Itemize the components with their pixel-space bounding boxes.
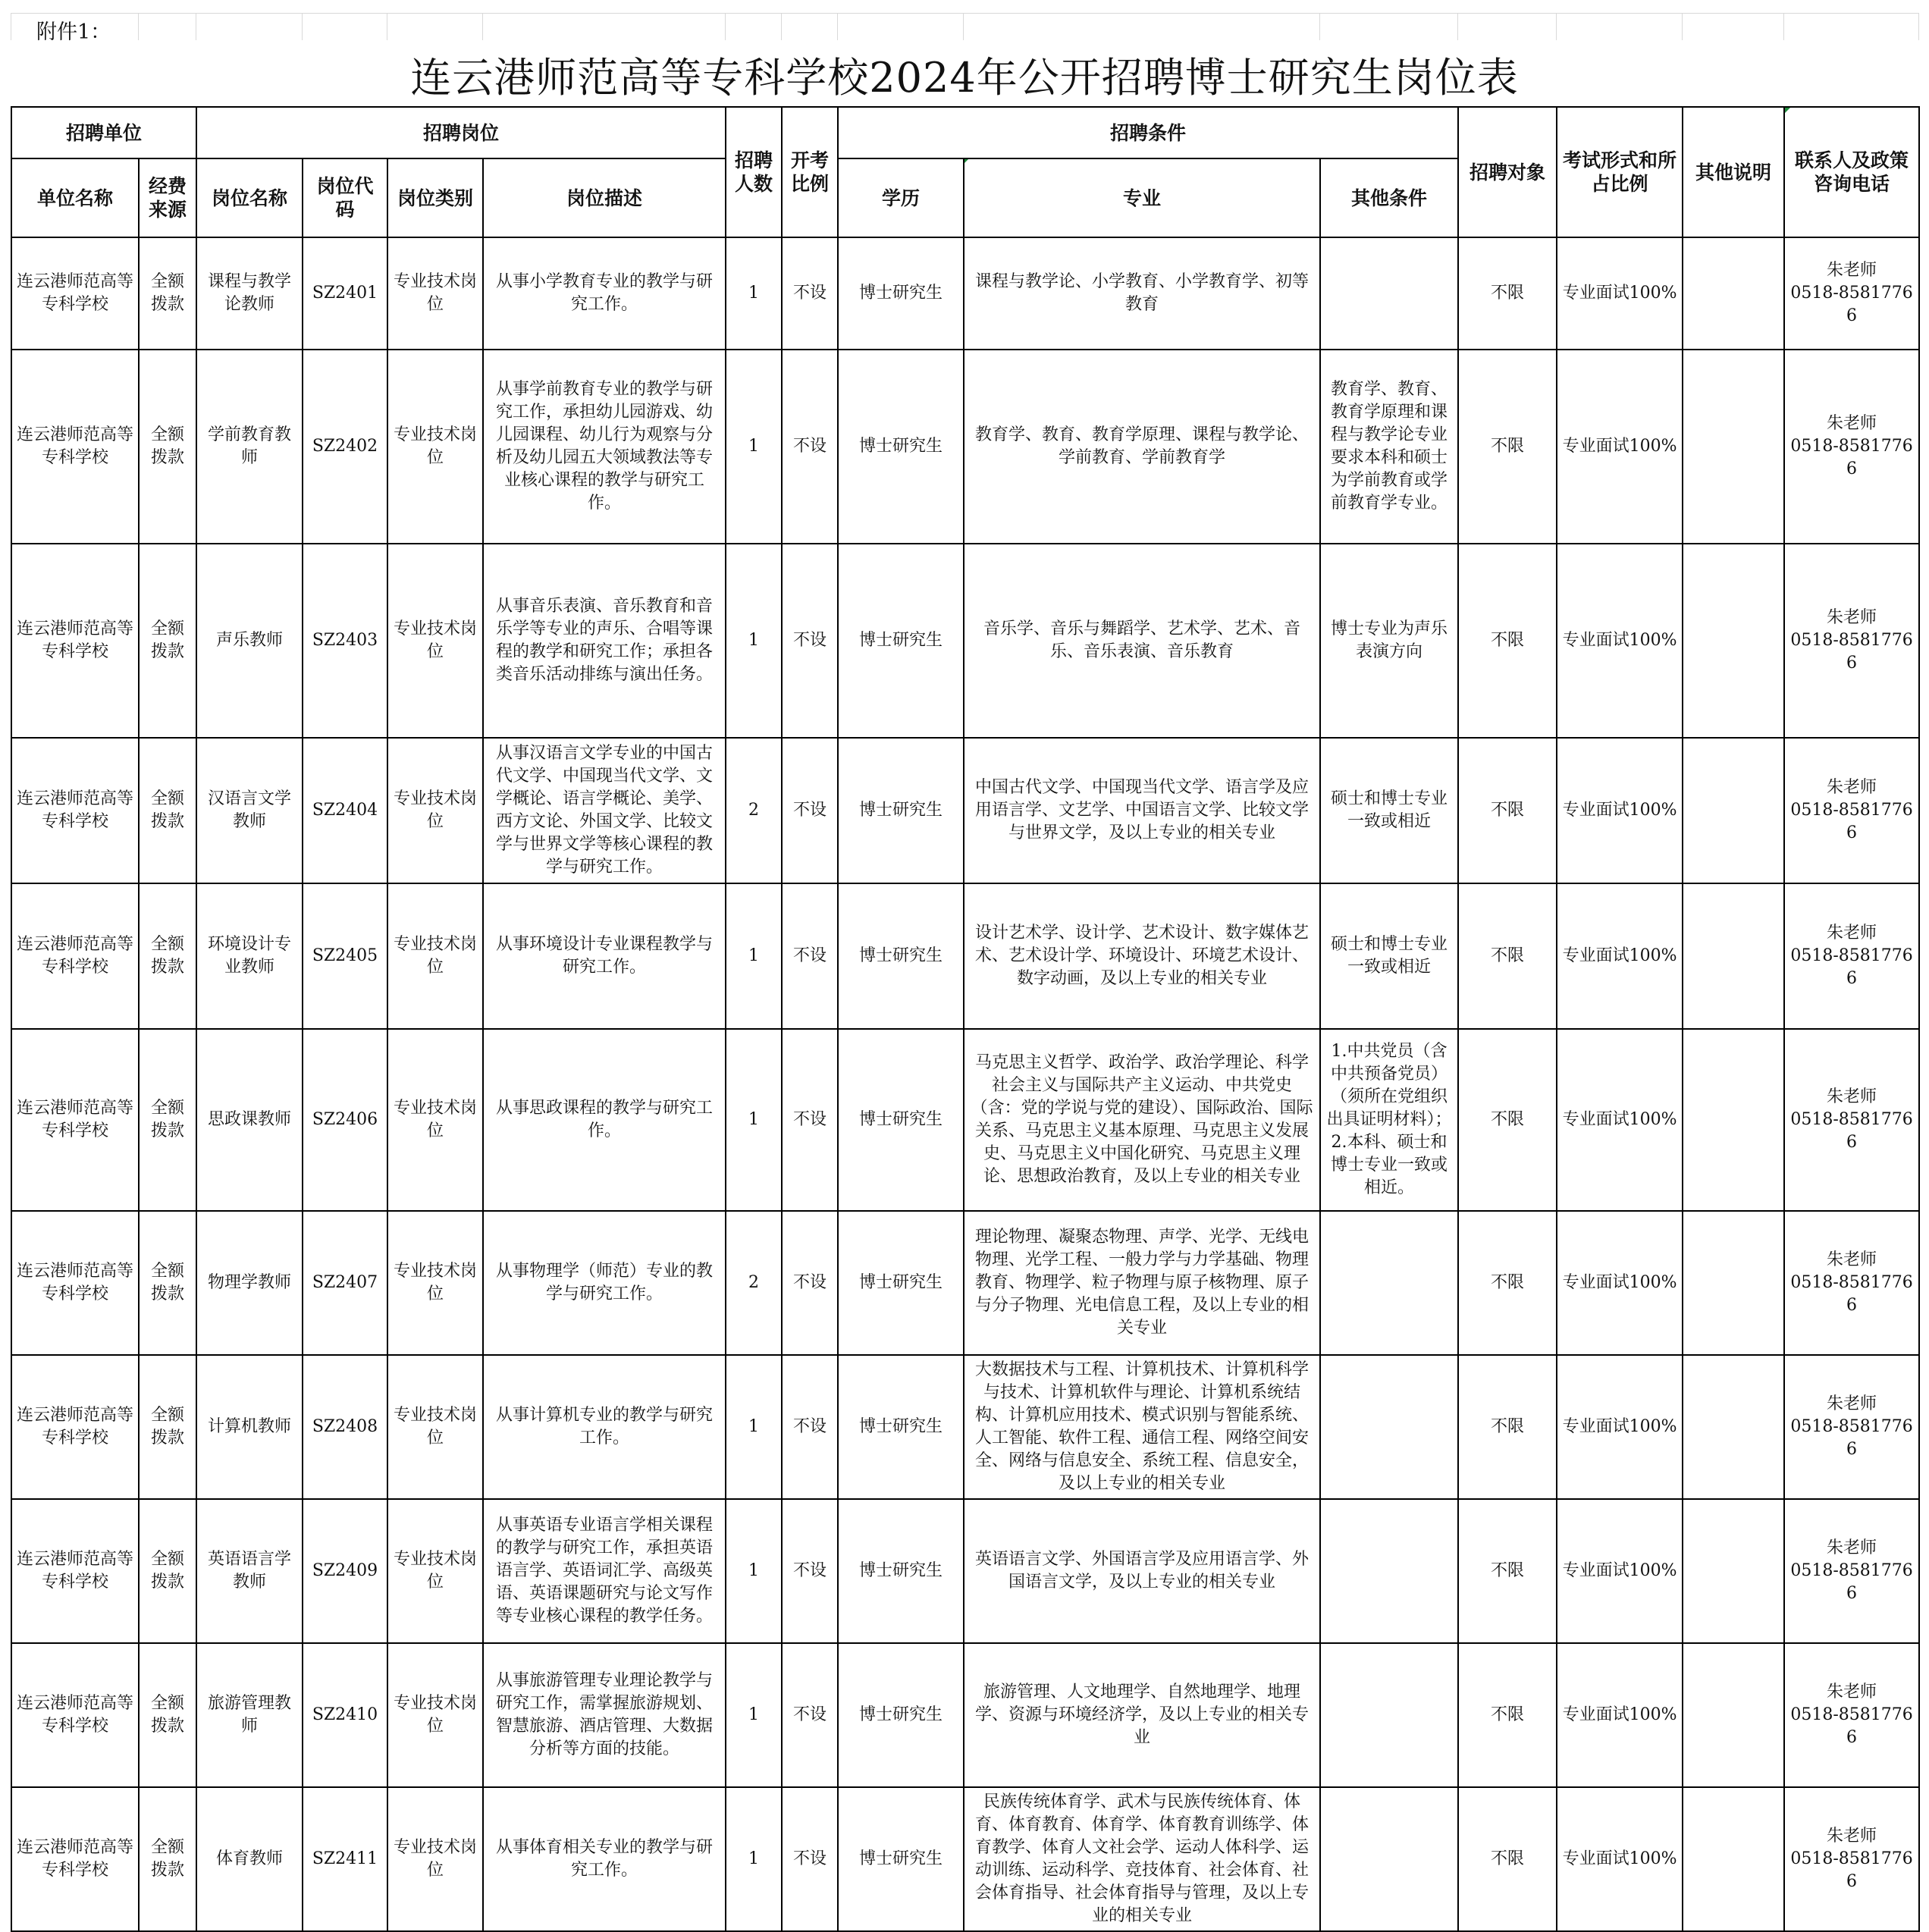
post-name-cell: 英语语言学教师 xyxy=(196,1499,303,1643)
post-desc-cell: 从事体育相关专业的教学与研究工作。 xyxy=(483,1787,726,1931)
contact-name: 朱老师 xyxy=(1827,1683,1877,1701)
page-title: 连云港师范高等专科学校2024年公开招聘博士研究生岗位表 xyxy=(410,53,1519,102)
unit-name-cell: 连云港师范高等专科学校 xyxy=(11,738,139,883)
post-code-cell: SZ2404 xyxy=(303,738,387,883)
count-cell: 1 xyxy=(726,1029,782,1211)
other-conditions-cell: 1.中共党员（含中共预备党员）（须所在党组织出具证明材料）；2.本科、硕士和博士专业一致或相近。 xyxy=(1320,1029,1458,1211)
header-notes: 其他说明 xyxy=(1683,107,1784,237)
major-cell: 理论物理、凝聚态物理、声学、光学、无线电物理、光学工程、一般力学与力学基础、物理教育、物理学、粒子物理与原子核物理、原子与分子物理、光电信息工程，及以上专业的相关专业 xyxy=(964,1211,1320,1355)
post-name-cell: 计算机教师 xyxy=(196,1355,303,1499)
funding-cell: 全额拨款 xyxy=(139,544,196,738)
post-code-cell: SZ2411 xyxy=(303,1787,387,1931)
post-type-cell: 专业技术岗位 xyxy=(387,1211,483,1355)
other-conditions-cell xyxy=(1320,1787,1458,1931)
contact-phone: 0518-85817766 xyxy=(1790,1561,1913,1603)
post-name-cell: 学前教育教师 xyxy=(196,350,303,544)
post-name-cell: 课程与教学论教师 xyxy=(196,237,303,350)
post-code-cell: SZ2409 xyxy=(303,1499,387,1643)
gridline xyxy=(1918,13,1919,40)
count-cell: 1 xyxy=(726,1355,782,1499)
funding-cell: 全额拨款 xyxy=(139,1029,196,1211)
header-exam: 考试形式和所占比例 xyxy=(1557,107,1683,237)
education-cell: 博士研究生 xyxy=(838,237,964,350)
exam-cell: 专业面试100% xyxy=(1557,1355,1683,1499)
header-post-type: 岗位类别 xyxy=(387,158,483,237)
post-code-cell: SZ2406 xyxy=(303,1029,387,1211)
header-ratio: 开考比例 xyxy=(782,107,838,237)
other-conditions-cell xyxy=(1320,1211,1458,1355)
table-row xyxy=(11,1211,1919,1355)
post-desc-cell: 从事计算机专业的教学与研究工作。 xyxy=(483,1355,726,1499)
notes-cell xyxy=(1683,1211,1784,1355)
exam-cell: 专业面试100% xyxy=(1557,1029,1683,1211)
contact-name: 朱老师 xyxy=(1827,261,1877,280)
count-cell: 2 xyxy=(726,738,782,883)
funding-cell: 全额拨款 xyxy=(139,1355,196,1499)
post-name-cell: 旅游管理教师 xyxy=(196,1643,303,1787)
header-condition-group: 招聘条件 xyxy=(838,107,1458,158)
unit-name-cell: 连云港师范高等专科学校 xyxy=(11,1355,139,1499)
contact-name: 朱老师 xyxy=(1827,1087,1877,1106)
count-cell: 1 xyxy=(726,1499,782,1643)
post-desc-cell: 从事旅游管理专业理论教学与研究工作，需掌握旅游规划、智慧旅游、酒店管理、大数据分析等方面的技能。 xyxy=(483,1643,726,1787)
notes-cell xyxy=(1683,1355,1784,1499)
ratio-cell: 不设 xyxy=(782,1499,838,1643)
notes-cell xyxy=(1683,738,1784,883)
table-row xyxy=(11,350,1919,544)
target-cell: 不限 xyxy=(1458,350,1557,544)
target-cell: 不限 xyxy=(1458,237,1557,350)
contact-cell xyxy=(1784,883,1919,1029)
header-post-code: 岗位代码 xyxy=(303,158,387,237)
unit-name-cell: 连云港师范高等专科学校 xyxy=(11,1787,139,1931)
contact-cell xyxy=(1784,1211,1919,1355)
ratio-cell: 不设 xyxy=(782,883,838,1029)
post-name-cell: 环境设计专业教师 xyxy=(196,883,303,1029)
contact-phone: 0518-85817766 xyxy=(1790,284,1913,325)
header-contact: 联系人及政策咨询电话 xyxy=(1784,107,1919,237)
ratio-cell: 不设 xyxy=(782,237,838,350)
ratio-cell: 不设 xyxy=(782,1029,838,1211)
header-major: 专业 xyxy=(964,158,1320,237)
post-code-cell: SZ2408 xyxy=(303,1355,387,1499)
post-type-cell: 专业技术岗位 xyxy=(387,1029,483,1211)
post-desc-cell: 从事环境设计专业课程教学与研究工作。 xyxy=(483,883,726,1029)
header-funding: 经费来源 xyxy=(139,158,196,237)
contact-cell xyxy=(1784,1643,1919,1787)
gridline-top xyxy=(11,13,1918,14)
notes-cell xyxy=(1683,1029,1784,1211)
count-cell: 1 xyxy=(726,237,782,350)
gridline xyxy=(1457,13,1458,40)
major-cell: 英语语言文学、外国语言学及应用语言学、外国语言文学，及以上专业的相关专业 xyxy=(964,1499,1320,1643)
major-cell: 大数据技术与工程、计算机技术、计算机科学与技术、计算机软件与理论、计算机系统结构、计算机应用技术、模式识别与智能系统、人工智能、软件工程、通信工程、网络空间安全、网络与信息安全、系统工程、信息安全，及以上专业的相关专业 xyxy=(964,1355,1320,1499)
post-type-cell: 专业技术岗位 xyxy=(387,350,483,544)
education-cell: 博士研究生 xyxy=(838,738,964,883)
count-cell: 1 xyxy=(726,1643,782,1787)
table-row xyxy=(11,1499,1919,1643)
contact-phone: 0518-85817766 xyxy=(1790,801,1913,842)
post-code-cell: SZ2402 xyxy=(303,350,387,544)
unit-name-cell: 连云港师范高等专科学校 xyxy=(11,1643,139,1787)
contact-phone: 0518-85817766 xyxy=(1790,1849,1913,1891)
other-conditions-cell xyxy=(1320,237,1458,350)
table-row xyxy=(11,738,1919,883)
header-post-name: 岗位名称 xyxy=(196,158,303,237)
contact-name: 朱老师 xyxy=(1827,1394,1877,1413)
other-conditions-cell xyxy=(1320,1355,1458,1499)
post-desc-cell: 从事英语专业语言学相关课程的教学与研究工作，承担英语语言学、英语词汇学、高级英语、英语课题研究与论文写作等专业核心课程的教学任务。 xyxy=(483,1499,726,1643)
education-cell: 博士研究生 xyxy=(838,883,964,1029)
contact-cell xyxy=(1784,350,1919,544)
contact-phone: 0518-85817766 xyxy=(1790,1705,1913,1747)
target-cell: 不限 xyxy=(1458,1499,1557,1643)
post-desc-cell: 从事思政课程的教学与研究工作。 xyxy=(483,1029,726,1211)
post-code-cell: SZ2410 xyxy=(303,1643,387,1787)
post-type-cell: 专业技术岗位 xyxy=(387,1643,483,1787)
target-cell: 不限 xyxy=(1458,1029,1557,1211)
post-type-cell: 专业技术岗位 xyxy=(387,1499,483,1643)
contact-name: 朱老师 xyxy=(1827,1250,1877,1269)
education-cell: 博士研究生 xyxy=(838,1499,964,1643)
attachment-label: 附件1： xyxy=(36,20,111,44)
exam-cell: 专业面试100% xyxy=(1557,738,1683,883)
exam-cell: 专业面试100% xyxy=(1557,237,1683,350)
education-cell: 博士研究生 xyxy=(838,1211,964,1355)
contact-name: 朱老师 xyxy=(1827,608,1877,627)
contact-cell xyxy=(1784,1029,1919,1211)
target-cell: 不限 xyxy=(1458,1643,1557,1787)
ratio-cell: 不设 xyxy=(782,1211,838,1355)
exam-cell: 专业面试100% xyxy=(1557,1499,1683,1643)
unit-name-cell: 连云港师范高等专科学校 xyxy=(11,1499,139,1643)
funding-cell: 全额拨款 xyxy=(139,738,196,883)
contact-phone: 0518-85817766 xyxy=(1790,946,1913,988)
contact-phone: 0518-85817766 xyxy=(1790,1417,1913,1459)
header-unit-name: 单位名称 xyxy=(11,158,139,237)
ratio-cell: 不设 xyxy=(782,1355,838,1499)
other-conditions-cell xyxy=(1320,1499,1458,1643)
exam-cell: 专业面试100% xyxy=(1557,1211,1683,1355)
major-cell: 旅游管理、人文地理学、自然地理学、地理学、资源与环境经济学，及以上专业的相关专业 xyxy=(964,1643,1320,1787)
gridline xyxy=(781,13,782,40)
gridline xyxy=(302,13,303,40)
ratio-cell: 不设 xyxy=(782,1787,838,1931)
major-cell: 教育学、教育、教育学原理、课程与教学论、学前教育、学前教育学 xyxy=(964,350,1320,544)
unit-name-cell: 连云港师范高等专科学校 xyxy=(11,883,139,1029)
funding-cell: 全额拨款 xyxy=(139,1787,196,1931)
gridline xyxy=(482,13,483,40)
header-target: 招聘对象 xyxy=(1458,107,1557,237)
post-code-cell: SZ2401 xyxy=(303,237,387,350)
funding-cell: 全额拨款 xyxy=(139,237,196,350)
table-row xyxy=(11,883,1919,1029)
post-type-cell: 专业技术岗位 xyxy=(387,1787,483,1931)
education-cell: 博士研究生 xyxy=(838,1029,964,1211)
recruitment-table xyxy=(11,106,1920,1932)
gridline xyxy=(837,13,838,40)
contact-cell xyxy=(1784,237,1919,350)
count-cell: 2 xyxy=(726,1211,782,1355)
other-conditions-cell: 硕士和博士专业一致或相近 xyxy=(1320,738,1458,883)
header-unit-group: 招聘单位 xyxy=(11,107,196,158)
post-type-cell: 专业技术岗位 xyxy=(387,883,483,1029)
post-type-cell: 专业技术岗位 xyxy=(387,1355,483,1499)
contact-name: 朱老师 xyxy=(1827,414,1877,433)
unit-name-cell: 连云港师范高等专科学校 xyxy=(11,544,139,738)
notes-cell xyxy=(1683,544,1784,738)
post-type-cell: 专业技术岗位 xyxy=(387,237,483,350)
notes-cell xyxy=(1683,1643,1784,1787)
ratio-cell: 不设 xyxy=(782,738,838,883)
post-desc-cell: 从事物理学（师范）专业的教学与研究工作。 xyxy=(483,1211,726,1355)
post-desc-cell: 从事音乐表演、音乐教育和音乐学等专业的声乐、合唱等课程的教学和研究工作；承担各类音乐活动排练与演出任务。 xyxy=(483,544,726,738)
funding-cell: 全额拨款 xyxy=(139,1211,196,1355)
contact-cell xyxy=(1784,544,1919,738)
major-cell: 课程与教学论、小学教育、小学教育学、初等教育 xyxy=(964,237,1320,350)
post-code-cell: SZ2407 xyxy=(303,1211,387,1355)
other-conditions-cell: 硕士和博士专业一致或相近 xyxy=(1320,883,1458,1029)
gridline xyxy=(138,13,139,40)
contact-phone: 0518-85817766 xyxy=(1790,631,1913,673)
contact-name: 朱老师 xyxy=(1827,1538,1877,1557)
post-name-cell: 体育教师 xyxy=(196,1787,303,1931)
gridline xyxy=(1556,13,1557,40)
post-type-cell: 专业技术岗位 xyxy=(387,738,483,883)
unit-name-cell: 连云港师范高等专科学校 xyxy=(11,1211,139,1355)
contact-name: 朱老师 xyxy=(1827,1827,1877,1846)
ratio-cell: 不设 xyxy=(782,350,838,544)
post-code-cell: SZ2405 xyxy=(303,883,387,1029)
unit-name-cell: 连云港师范高等专科学校 xyxy=(11,1029,139,1211)
target-cell: 不限 xyxy=(1458,738,1557,883)
notes-cell xyxy=(1683,883,1784,1029)
post-type-cell: 专业技术岗位 xyxy=(387,544,483,738)
contact-name: 朱老师 xyxy=(1827,778,1877,797)
other-conditions-cell xyxy=(1320,1643,1458,1787)
header-education: 学历 xyxy=(838,158,964,237)
unit-name-cell: 连云港师范高等专科学校 xyxy=(11,350,139,544)
table-row xyxy=(11,237,1919,350)
gridline xyxy=(1319,13,1320,40)
contact-cell xyxy=(1784,738,1919,883)
header-post-group: 招聘岗位 xyxy=(196,107,726,158)
gridline xyxy=(1783,13,1784,40)
contact-phone: 0518-85817766 xyxy=(1790,1273,1913,1315)
exam-cell: 专业面试100% xyxy=(1557,544,1683,738)
gridline xyxy=(1682,13,1683,40)
education-cell: 博士研究生 xyxy=(838,350,964,544)
header-post-desc: 岗位描述 xyxy=(483,158,726,237)
post-name-cell: 思政课教师 xyxy=(196,1029,303,1211)
contact-cell xyxy=(1784,1499,1919,1643)
funding-cell: 全额拨款 xyxy=(139,350,196,544)
table-row xyxy=(11,544,1919,738)
post-desc-cell: 从事小学教育专业的教学与研究工作。 xyxy=(483,237,726,350)
contact-phone: 0518-85817766 xyxy=(1790,437,1913,478)
table-body xyxy=(11,237,1919,1931)
notes-cell xyxy=(1683,1499,1784,1643)
notes-cell xyxy=(1683,237,1784,350)
funding-cell: 全额拨款 xyxy=(139,1499,196,1643)
other-conditions-cell: 博士专业为声乐表演方向 xyxy=(1320,544,1458,738)
major-cell: 民族传统体育学、武术与民族传统体育、体育、体育教育、体育学、体育教育训练学、体育教学、体育人文社会学、运动人体科学、运动训练、运动科学、竞技体育、社会体育、社会体育指导、社会体育指导与管理，及以上专业的相关专业 xyxy=(964,1787,1320,1931)
header-other: 其他条件 xyxy=(1320,158,1458,237)
table-row xyxy=(11,1355,1919,1499)
contact-cell xyxy=(1784,1787,1919,1931)
major-cell: 音乐学、音乐与舞蹈学、艺术学、艺术、音乐、音乐表演、音乐教育 xyxy=(964,544,1320,738)
major-cell: 设计艺术学、设计学、艺术设计、数字媒体艺术、艺术设计学、环境设计、环境艺术设计、数字动画，及以上专业的相关专业 xyxy=(964,883,1320,1029)
major-cell: 中国古代文学、中国现当代文学、语言学及应用语言学、文艺学、中国语言文学、比较文学与世界文学，及以上专业的相关专业 xyxy=(964,738,1320,883)
table-row xyxy=(11,1029,1919,1211)
post-name-cell: 声乐教师 xyxy=(196,544,303,738)
post-name-cell: 汉语言文学教师 xyxy=(196,738,303,883)
education-cell: 博士研究生 xyxy=(838,1355,964,1499)
header-count: 招聘人数 xyxy=(726,107,782,237)
notes-cell xyxy=(1683,350,1784,544)
post-desc-cell: 从事学前教育专业的教学与研究工作，承担幼儿园游戏、幼儿园课程、幼儿行为观察与分析及幼儿园五大领域教法等专业核心课程的教学与研究工作。 xyxy=(483,350,726,544)
count-cell: 1 xyxy=(726,1787,782,1931)
target-cell: 不限 xyxy=(1458,1355,1557,1499)
post-desc-cell: 从事汉语言文学专业的中国古代文学、中国现当代文学、文学概论、语言学概论、美学、西方文论、外国文学、比较文学与世界文学等核心课程的教学与研究工作。 xyxy=(483,738,726,883)
education-cell: 博士研究生 xyxy=(838,544,964,738)
contact-cell xyxy=(1784,1355,1919,1499)
ratio-cell: 不设 xyxy=(782,1643,838,1787)
funding-cell: 全额拨款 xyxy=(139,1643,196,1787)
target-cell: 不限 xyxy=(1458,1787,1557,1931)
education-cell: 博士研究生 xyxy=(838,1643,964,1787)
count-cell: 1 xyxy=(726,883,782,1029)
unit-name-cell: 连云港师范高等专科学校 xyxy=(11,237,139,350)
target-cell: 不限 xyxy=(1458,1211,1557,1355)
table-row xyxy=(11,1787,1919,1931)
gridline xyxy=(963,13,964,40)
target-cell: 不限 xyxy=(1458,883,1557,1029)
header-row-group xyxy=(11,107,1919,158)
exam-cell: 专业面试100% xyxy=(1557,350,1683,544)
education-cell: 博士研究生 xyxy=(838,1787,964,1931)
funding-cell: 全额拨款 xyxy=(139,883,196,1029)
other-conditions-cell: 教育学、教育、教育学原理和课程与教学论专业要求本科和硕士为学前教育或学前教育学专业。 xyxy=(1320,350,1458,544)
count-cell: 1 xyxy=(726,544,782,738)
table-row xyxy=(11,1643,1919,1787)
post-name-cell: 物理学教师 xyxy=(196,1211,303,1355)
exam-cell: 专业面试100% xyxy=(1557,1643,1683,1787)
major-cell: 马克思主义哲学、政治学、政治学理论、科学社会主义与国际共产主义运动、中共党史（含：党的学说与党的建设）、国际政治、国际关系、马克思主义基本原理、马克思主义发展史、马克思主义中国化研究、马克思主义理论、思想政治教育，及以上专业的相关专业 xyxy=(964,1029,1320,1211)
target-cell: 不限 xyxy=(1458,544,1557,738)
post-code-cell: SZ2403 xyxy=(303,544,387,738)
exam-cell: 专业面试100% xyxy=(1557,1787,1683,1931)
exam-cell: 专业面试100% xyxy=(1557,883,1683,1029)
count-cell: 1 xyxy=(726,350,782,544)
ratio-cell: 不设 xyxy=(782,544,838,738)
gridline xyxy=(725,13,726,40)
contact-name: 朱老师 xyxy=(1827,924,1877,942)
notes-cell xyxy=(1683,1787,1784,1931)
contact-phone: 0518-85817766 xyxy=(1790,1110,1913,1152)
